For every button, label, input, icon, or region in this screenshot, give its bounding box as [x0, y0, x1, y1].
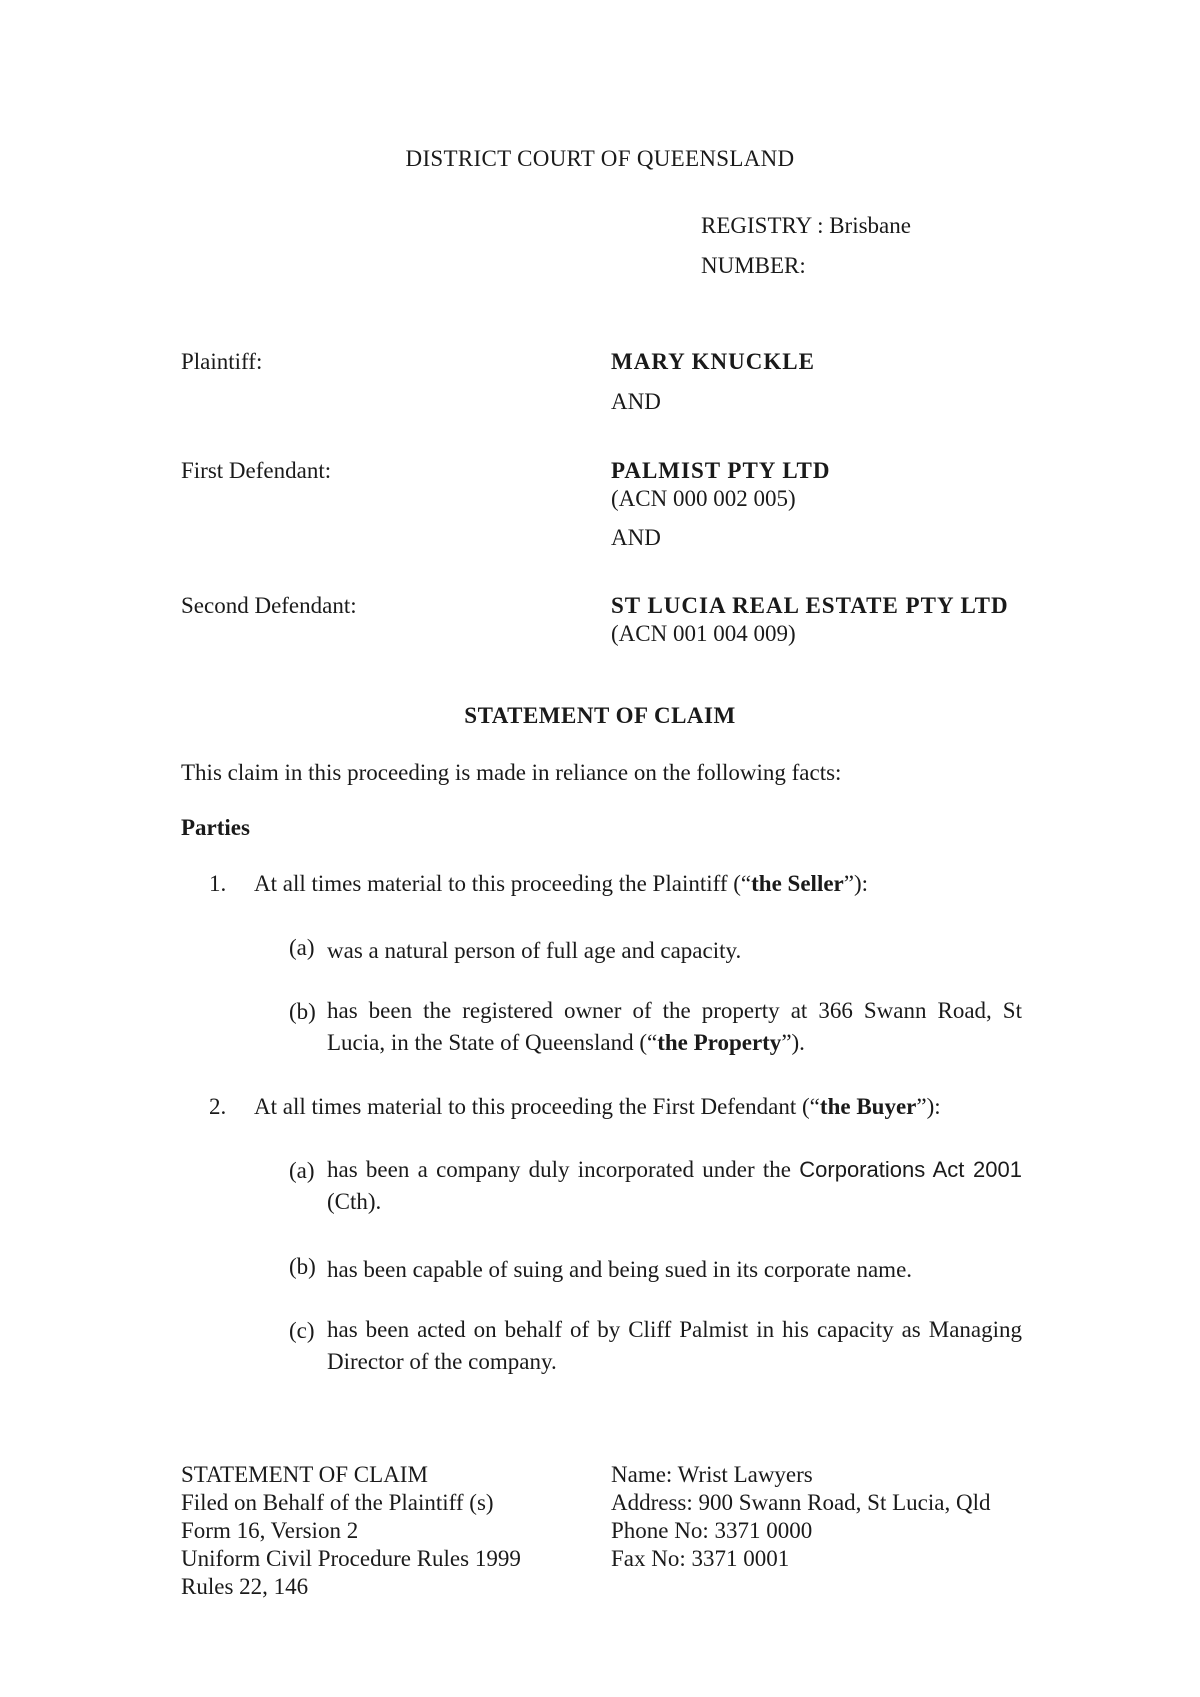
paragraph-number: 2.: [209, 1094, 227, 1119]
paragraph-text: [254, 1094, 941, 1120]
and-separator-2: AND: [611, 525, 661, 550]
second-defendant-acn: (ACN 001 004 009): [611, 621, 796, 646]
item-label: (a): [289, 1158, 315, 1183]
item-text: [327, 1154, 1022, 1218]
plaintiff-label: Plaintiff:: [181, 349, 263, 374]
defined-term: the Seller: [751, 871, 844, 896]
paragraph-text: [254, 871, 868, 897]
footer-line: Address: 900 Swann Road, St Lucia, Qld: [611, 1490, 991, 1515]
section-heading: Parties: [181, 815, 250, 840]
footer-line: Name: Wrist Lawyers: [611, 1462, 813, 1487]
item-label: (a): [289, 935, 315, 960]
plaintiff-name: MARY KNUCKLE: [611, 349, 815, 374]
item-label: (b): [289, 999, 316, 1024]
item-text-before: has been the registered owner of the property at 366 Swann Road, St Lucia, in the State of Queensland (“: [327, 998, 1022, 1055]
paragraph-text-after: ”):: [843, 871, 869, 896]
registry-line: REGISTRY : Brisbane: [701, 213, 911, 238]
item-text-before: has been a company duly incorporated under the: [327, 1157, 800, 1182]
paragraph-text-before: At all times material to this proceeding the First Defendant (“: [254, 1094, 820, 1119]
item-text: [327, 995, 1022, 1059]
number-line: NUMBER:: [701, 253, 806, 278]
second-defendant-name: ST LUCIA REAL ESTATE PTY LTD: [611, 593, 1009, 618]
court-name: DISTRICT COURT OF QUEENSLAND: [405, 146, 795, 171]
paragraph-text-before: At all times material to this proceeding the Plaintiff (“: [254, 871, 752, 896]
item-text: was a natural person of full age and capacity.: [327, 938, 742, 963]
first-defendant-name: PALMIST PTY LTD: [611, 458, 831, 483]
first-defendant-acn: (ACN 000 002 005): [611, 486, 796, 511]
footer-line: Form 16, Version 2: [181, 1518, 359, 1543]
defined-term: the Buyer: [819, 1094, 917, 1119]
and-separator-1: AND: [611, 389, 661, 414]
footer-line: Uniform Civil Procedure Rules 1999: [181, 1546, 521, 1571]
act-name: Corporations Act 2001: [799, 1157, 1022, 1182]
item-text-after: ”).: [781, 1030, 805, 1055]
item-label: (b): [289, 1254, 316, 1279]
footer-line: Phone No: 3371 0000: [611, 1518, 813, 1543]
second-defendant-label: Second Defendant:: [181, 593, 357, 618]
footer-line: Filed on Behalf of the Plaintiff (s): [181, 1490, 494, 1515]
item-text-after: (Cth).: [327, 1189, 382, 1214]
intro-text: This claim in this proceeding is made in reliance on the following facts:: [181, 760, 842, 785]
item-label: (c): [289, 1318, 315, 1343]
item-text: has been acted on behalf of by Cliff Palmist in his capacity as Managing Director of the company.: [327, 1317, 1022, 1374]
footer-left: [181, 1461, 521, 1601]
footer-line: Rules 22, 146: [181, 1574, 309, 1599]
first-defendant-label: First Defendant:: [181, 458, 332, 483]
defined-term: the Property: [657, 1030, 782, 1055]
item-text: has been capable of suing and being sued in its corporate name.: [327, 1257, 913, 1282]
footer-line: STATEMENT OF CLAIM: [181, 1462, 428, 1487]
document-title: STATEMENT OF CLAIM: [464, 703, 736, 728]
paragraph-number: 1.: [209, 871, 227, 896]
footer-right: [611, 1461, 990, 1573]
paragraph-text-after: ”):: [916, 1094, 941, 1119]
footer-line: Fax No: 3371 0001: [611, 1546, 790, 1571]
